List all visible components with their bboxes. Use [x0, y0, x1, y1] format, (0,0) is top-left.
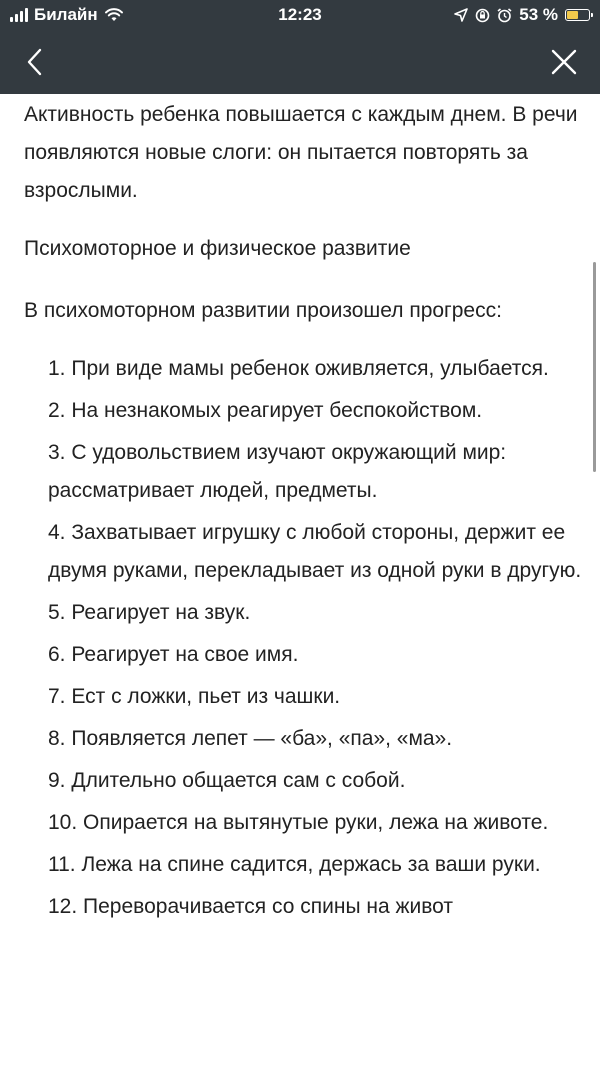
app-header — [0, 0, 600, 94]
carrier-name: Билайн — [34, 5, 98, 24]
back-button[interactable] — [18, 44, 54, 80]
list-item: 11. Лежа на спине садится, держась за ваши руки. — [48, 853, 541, 876]
status-bar — [0, 0, 600, 30]
list-item: 2. На незнакомых реагирует беспокойством. — [48, 399, 483, 422]
close-icon — [546, 44, 582, 80]
list-item: 3. С удовольствием изучают окружающий мир: рассматривает людей, предметы. — [48, 441, 507, 502]
chevron-left-icon — [18, 44, 54, 80]
list-item: 6. Реагирует на свое имя. — [48, 643, 299, 666]
battery-percent: 53 % — [519, 5, 558, 24]
alarm-icon — [497, 8, 512, 23]
article-content — [24, 94, 584, 930]
list-item: 8. Появляется лепет — «ба», «па», «ма». — [48, 727, 453, 750]
section-heading: Психомоторное и физическое развитие — [24, 237, 411, 260]
battery-icon — [565, 9, 590, 21]
list-item: 1. При виде мамы ребенок оживляется, улыбается. — [48, 357, 549, 380]
list-item: 7. Ест с ложки, пьет из чашки. — [48, 685, 341, 708]
list-item: 4. Захватывает игрушку с любой стороны, держит ее двумя руками, перекладывает из одной руки в другую. — [48, 521, 582, 582]
list-item: 10. Опирается на вытянутые руки, лежа на животе. — [48, 811, 549, 834]
status-right — [454, 5, 590, 25]
article-paragraph: Активность ребенка повышается с каждым днем. В речи появляются новые слоги: он пытается повторять за взрослыми. — [24, 103, 578, 202]
section-intro: В психомоторном развитии произошел прогресс: — [24, 299, 502, 322]
development-list — [24, 350, 584, 926]
close-button[interactable] — [546, 44, 582, 80]
list-item: 9. Длительно общается сам с собой. — [48, 769, 406, 792]
nav-bar — [0, 30, 600, 94]
scrollbar[interactable] — [593, 262, 596, 472]
list-item: 5. Реагирует на звук. — [48, 601, 251, 624]
location-arrow-icon — [454, 8, 468, 22]
battery-level — [567, 11, 578, 19]
list-item: 12. Переворачивается со спины на живот — [48, 895, 454, 918]
status-time: 12:23 — [278, 5, 322, 24]
orientation-lock-icon — [475, 8, 490, 23]
